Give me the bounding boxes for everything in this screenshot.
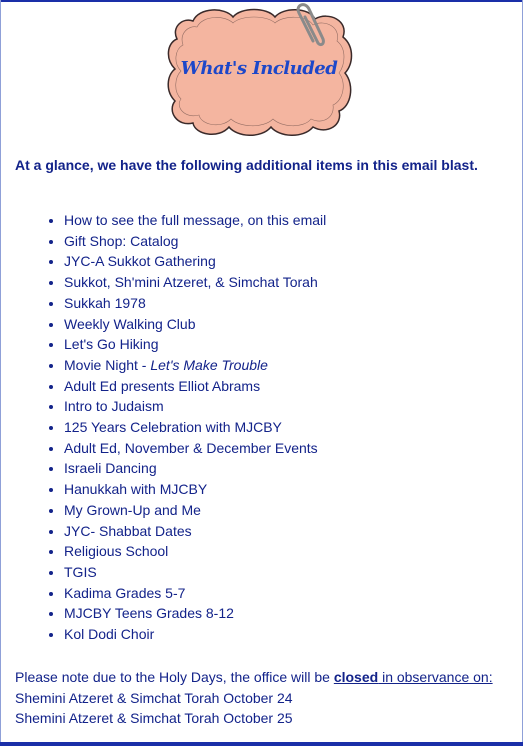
list-item-text: Adult Ed presents Elliot Abrams <box>64 377 261 394</box>
list-item-text: 125 Years Celebration with MJCBY <box>64 419 282 436</box>
list-item-text: Hanukkah with MJCBY <box>64 481 208 498</box>
note-text-after: in observance on: <box>378 669 493 685</box>
whats-included-banner <box>163 3 363 143</box>
list-item <box>64 438 326 459</box>
list-item-text: MJCBY Teens Grades 8-12 <box>64 605 234 622</box>
list-item <box>64 210 326 231</box>
list-item-text: Israeli Dancing <box>64 460 157 477</box>
list-item-text: Let's Go Hiking <box>64 336 159 353</box>
list-item-italic-title: Let's Make Trouble <box>150 356 268 373</box>
closure-date-1: Shemini Atzeret & Simchat Torah October 24 <box>15 689 293 706</box>
list-item-text: Intro to Judaism <box>64 398 164 415</box>
list-item <box>64 603 326 624</box>
list-item <box>64 624 326 645</box>
list-item <box>64 251 326 272</box>
note-text-before: Please note due to the Holy Days, the office will be <box>15 669 334 685</box>
list-item <box>64 314 326 335</box>
list-item <box>64 500 326 521</box>
list-item-text: JYC- Shabbat Dates <box>64 522 192 539</box>
list-item <box>64 396 326 417</box>
email-top-border <box>0 0 523 2</box>
list-item-text: Kadima Grades 5-7 <box>64 584 186 601</box>
list-item <box>64 376 326 397</box>
list-item <box>64 272 326 293</box>
list-item <box>64 541 326 562</box>
list-item-text: Religious School <box>64 543 169 560</box>
list-item-text: JYC-A Sukkot Gathering <box>64 253 216 270</box>
email-bottom-border <box>0 742 523 746</box>
list-item-text: My Grown-Up and Me <box>64 501 201 518</box>
list-item <box>64 231 326 252</box>
office-closure-note <box>15 667 493 729</box>
list-item <box>64 334 326 355</box>
list-item <box>64 562 326 583</box>
list-item-text: Sukkot, Sh'mini Atzeret, & Simchat Torah <box>64 274 318 291</box>
closure-date-2: Shemini Atzeret & Simchat Torah October 25 <box>15 710 293 727</box>
list-item <box>64 458 326 479</box>
list-item <box>64 293 326 314</box>
list-item <box>64 417 326 438</box>
intro-text: At a glance, we have the following additional items in this email blast. <box>15 157 478 173</box>
list-item-text: Movie Night - <box>64 356 151 373</box>
list-item-text: How to see the full message, on this email <box>64 212 327 228</box>
list-item-text: Adult Ed, November & December Events <box>64 439 318 456</box>
list-item-text: TGIS <box>64 563 97 580</box>
list-item <box>64 583 326 604</box>
list-item-text: Weekly Walking Club <box>64 315 196 332</box>
list-item-text: Kol Dodi Choir <box>64 626 155 643</box>
list-item-text: Gift Shop: Catalog <box>64 232 179 249</box>
list-item <box>64 355 326 376</box>
banner-title: What's Included <box>180 58 338 79</box>
email-left-border <box>0 0 1 746</box>
list-item <box>64 479 326 500</box>
list-item-text: Sukkah 1978 <box>64 294 146 311</box>
list-item <box>64 521 326 542</box>
note-closed-emphasis: closed <box>333 669 379 685</box>
included-items-list <box>47 210 326 645</box>
